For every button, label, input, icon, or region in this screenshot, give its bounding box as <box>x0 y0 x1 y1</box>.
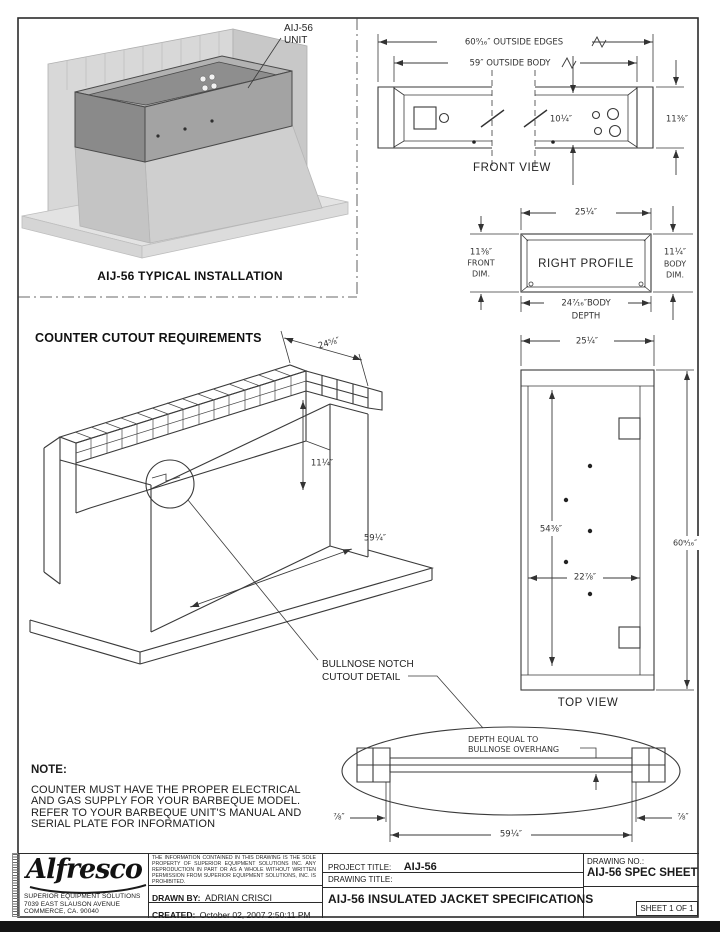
drawing-title-value: AIJ-56 INSULATED JACKET SPECIFICATIONS <box>328 892 594 906</box>
drawn-by-label: DRAWN BY: <box>152 893 201 903</box>
note-title: NOTE: <box>31 764 67 776</box>
dim-front-l2: DIM. <box>472 269 490 279</box>
cabinet-right-face <box>330 404 368 557</box>
dim-outside-body: 59″ OUTSIDE BODY <box>469 58 551 69</box>
legal-notice: THE INFORMATION CONTAINED IN THIS DRAWING IS THE SOLE PROPERTY OF SUPERIOR EQUIPMENT SOLUTIONS INC. ANY REPRODUCTION IN PART OR AS A WHOLE WITHOUT WRITTEN PERMISSION FROM SUPERIOR EQUIPMENT SOLUTIONS, INC. IS PROHIBITED. <box>152 855 316 885</box>
company-logo: Alfresco <box>26 854 142 885</box>
drawing-title-label: DRAWING TITLE: <box>328 875 393 884</box>
counter-base-slab <box>30 550 432 664</box>
counter-left-end <box>44 437 60 584</box>
front-inner-left <box>394 88 492 147</box>
dim-counter-depth: 24⅝″ <box>317 335 342 352</box>
dim-inner-length: 54⅜″ <box>539 524 563 535</box>
note-line: COUNTER MUST HAVE THE PROPER ELECTRICAL <box>31 784 301 796</box>
front-small-hole <box>440 114 449 123</box>
dim-bullnose-left: ⅞″ <box>333 812 345 823</box>
dim-outside-edges: 60⁹⁄₁₆″ OUTSIDE EDGES <box>464 37 564 48</box>
counter-title: COUNTER CUTOUT REQUIREMENTS <box>35 331 262 345</box>
front-dot-left <box>472 140 476 144</box>
dim-bullnose-right: ⅞″ <box>677 812 689 823</box>
break-lines <box>492 70 535 168</box>
front-view <box>378 34 688 185</box>
section-slab <box>390 758 632 772</box>
scan-edge-bar <box>0 921 720 932</box>
bullnose-detail-view <box>333 727 688 842</box>
counter-front-left-strip <box>60 460 151 489</box>
installation-view <box>22 23 348 283</box>
company-address <box>24 893 140 916</box>
topview-square-bottom <box>619 627 640 648</box>
dim-end-height: 11⅜″ <box>665 114 689 125</box>
dim-cutout-depth: 11¼″ <box>310 458 334 469</box>
dim-inner-width: 22⅞″ <box>573 572 597 583</box>
created-value: October 02, 2007 2:50:11 PM <box>199 910 311 920</box>
dim-body-depth-l2: DEPTH <box>571 311 601 322</box>
unit-label-line2: UNIT <box>284 35 308 46</box>
dim-break-symbol-2 <box>562 58 576 68</box>
detail-circle <box>146 460 194 508</box>
depth-note-l1: DEPTH EQUAL TO <box>468 735 539 744</box>
note-block <box>31 764 301 831</box>
drawn-by-row <box>152 888 272 906</box>
topview-square-top <box>619 418 640 439</box>
dim-body-l1: BODY <box>663 259 687 269</box>
created-label: CREATED: <box>152 910 196 920</box>
dim-profile-width: 25¼″ <box>574 207 598 218</box>
dim-outer-length: 60⁹⁄₁₆″ <box>672 538 698 548</box>
detail-leader-1 <box>188 500 318 660</box>
top-view-caption: TOP VIEW <box>557 697 619 709</box>
tile-band-top <box>60 365 306 443</box>
dim-body-value: 11¼″ <box>663 247 687 258</box>
dim-opening-height: 10¼″ <box>549 114 573 125</box>
project-title-row <box>328 857 437 875</box>
dim-bullnose-width: 59¼″ <box>499 829 523 840</box>
note-line: SERIAL PLATE FOR INFORMATION <box>31 818 216 831</box>
note-line: REFER TO YOUR BARBEQUE UNIT'S MANUAL AND <box>31 806 302 819</box>
section-tile-left <box>357 748 390 782</box>
dim-topview-width: 25¼″ <box>575 336 599 347</box>
depth-note-l2: BULLNOSE OVERHANG <box>468 745 560 754</box>
front-square-knockout <box>414 107 436 129</box>
bullnose-label-l2: CUTOUT DETAIL <box>322 672 401 683</box>
front-dot-right <box>551 140 555 144</box>
front-body-left-outline <box>378 87 492 148</box>
dim-front-l1: FRONT <box>467 258 495 268</box>
address-line: 7039 EAST SLAUSON AVENUE <box>24 900 121 908</box>
dim-cutout-width: 59¼″ <box>363 533 387 544</box>
title-block <box>18 853 699 920</box>
right-profile-view <box>467 206 693 322</box>
right-profile-label: RIGHT PROFILE <box>538 258 634 270</box>
drawn-by-value: ADRIAN CRISCI <box>204 893 272 903</box>
drawing-no-value: AIJ-56 SPEC SHEET <box>587 867 698 879</box>
installation-caption: AIJ-56 TYPICAL INSTALLATION <box>97 269 283 283</box>
drawing-no-label: DRAWING NO.: <box>587 857 645 866</box>
dim-body-depth-l1: 24⁷⁄₁₆″BODY <box>561 298 611 309</box>
unit-label-line1: AIJ-56 <box>284 23 313 34</box>
note-line: AND GAS SUPPLY FOR YOUR BARBEQUE MODEL. <box>31 795 301 808</box>
top-view <box>521 335 705 709</box>
sheet-box: SHEET 1 OF 1 <box>636 901 698 916</box>
project-title-label: PROJECT TITLE: <box>328 863 392 872</box>
front-end-caps <box>394 87 637 148</box>
detail-leader-2 <box>408 676 483 728</box>
tile-return-band <box>306 371 382 410</box>
address-line: COMMERCE, CA. 90040 <box>24 908 99 916</box>
dim-front-value: 11⅜″ <box>469 247 493 258</box>
break-slashes <box>481 110 547 127</box>
front-right-holes <box>593 109 621 137</box>
bullnose-label-l1: BULLNOSE NOTCH <box>322 659 414 670</box>
front-view-caption: FRONT VIEW <box>473 162 551 174</box>
section-tile-right <box>632 748 665 782</box>
project-title-value: AIJ-56 <box>403 861 437 873</box>
dim-body-l2: DIM. <box>666 270 684 280</box>
address-line: SUPERIOR EQUIPMENT SOLUTIONS <box>24 893 141 900</box>
counter-cutout-view <box>30 331 483 728</box>
